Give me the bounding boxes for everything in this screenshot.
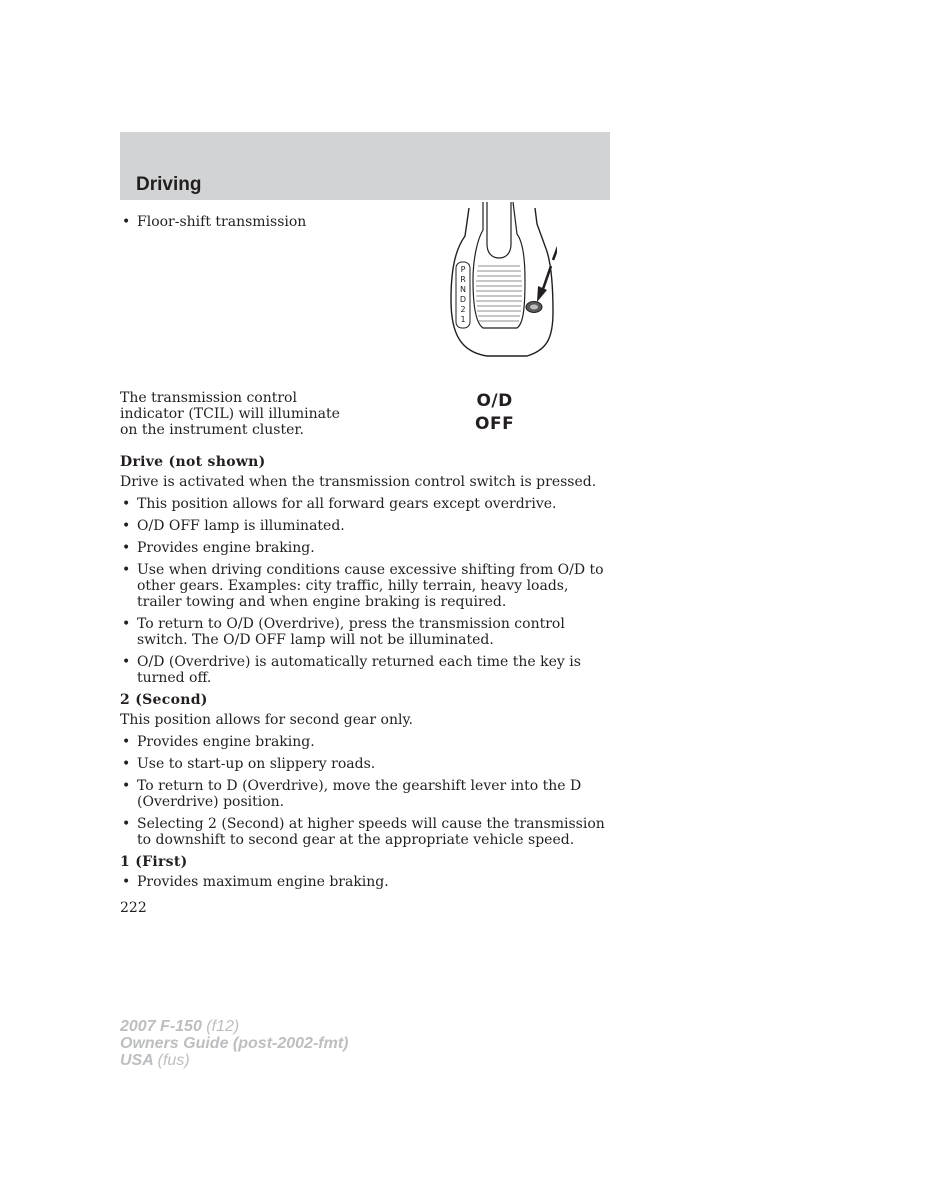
gear-label-1: 1: [460, 315, 466, 324]
footer-market-code: (fus): [157, 1052, 190, 1069]
first-heading: 1 (First): [120, 854, 188, 870]
od-off-indicator-icon: [475, 390, 514, 436]
footer-market: USA: [120, 1052, 154, 1069]
od-off-icon-line2: OFF: [475, 414, 515, 434]
console-outline: [451, 208, 553, 356]
page-content: [120, 214, 610, 896]
first-bullet: • Provides maximum engine braking.: [120, 874, 610, 890]
second-bullet: • Selecting 2 (Second) at higher speeds will cause the transmission to downshift to second gear at the appropriate vehicle speed.: [120, 816, 610, 848]
gear-label-r: R: [460, 275, 466, 284]
page-number: 222: [120, 900, 147, 916]
document-footer: [120, 1018, 348, 1069]
drive-bullet: • O/D (Overdrive) is automatically returned each time the key is turned off.: [120, 654, 610, 686]
tcil-description: The transmission control indicator (TCIL) will illuminate on the instrument cluster.: [120, 390, 340, 438]
section-header: [120, 132, 610, 200]
gear-label-p: P: [460, 265, 466, 274]
second-bullet: • To return to D (Overdrive), move the gearshift lever into the D (Overdrive) position.: [120, 778, 610, 810]
footer-model: 2007 F-150: [120, 1018, 202, 1035]
drive-bullet: • Provides engine braking.: [120, 540, 610, 556]
drive-intro: Drive is activated when the transmission control switch is pressed.: [120, 474, 597, 490]
drive-bullet: • To return to O/D (Overdrive), press the transmission control switch. The O/D OFF lamp will not be illuminated.: [120, 616, 610, 648]
footer-guide: Owners Guide (post-2002-fmt): [120, 1035, 349, 1052]
second-heading: 2 (Second): [120, 692, 208, 708]
section-title: Driving: [136, 174, 202, 195]
gear-label-n: N: [460, 285, 466, 294]
footer-model-code: (f12): [206, 1018, 240, 1035]
second-bullet: • Provides engine braking.: [120, 734, 610, 750]
tcil-section: [120, 390, 610, 440]
gear-label-d: D: [459, 295, 467, 304]
shift-lever: [487, 202, 511, 258]
drive-bullet: • This position allows for all forward gears except overdrive.: [120, 496, 610, 512]
drive-bullet: • Use when driving conditions cause excessive shifting from O/D to other gears. Examples: city traffic, hilly terrain, heavy loads, trailer towing and when engine braking is required.: [120, 562, 610, 610]
drive-heading: Drive (not shown): [120, 454, 266, 470]
shift-boot-ribs: [476, 266, 522, 321]
gear-label-2: 2: [460, 305, 466, 314]
floor-shifter-illustration: [447, 200, 557, 364]
od-off-icon-line1: O/D: [476, 391, 513, 411]
shift-boot: [473, 202, 525, 328]
second-bullet: • Use to start-up on slippery roads.: [120, 756, 610, 772]
floor-shift-item: • Floor-shift transmission: [120, 214, 610, 230]
floor-shift-section: [120, 214, 610, 384]
drive-bullet: • O/D OFF lamp is illuminated.: [120, 518, 610, 534]
second-intro: This position allows for second gear only.: [120, 712, 413, 728]
